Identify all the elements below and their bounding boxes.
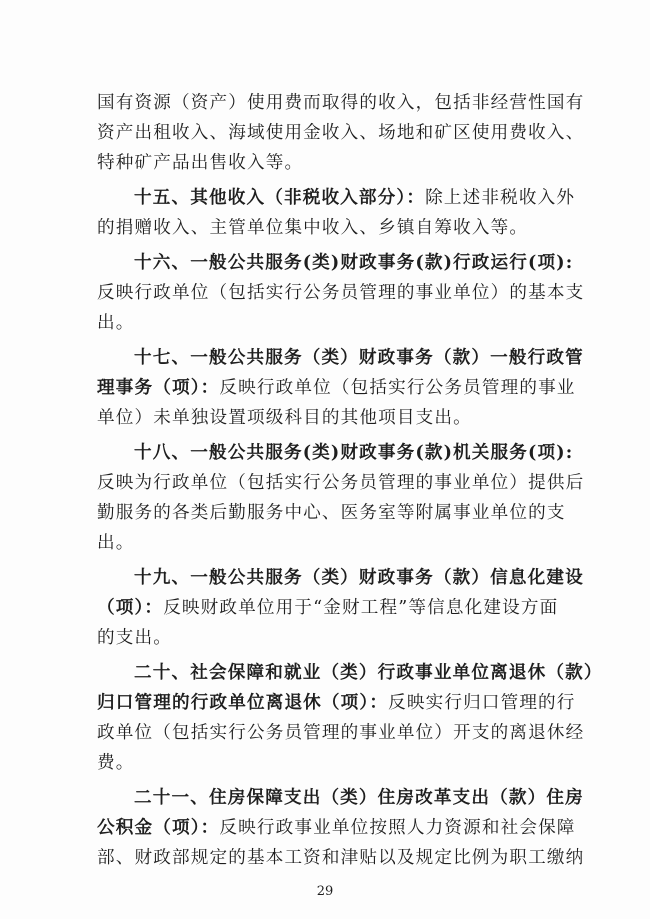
paragraph-20 [97,688,576,718]
body-text: 资产出租收入、海域使用金收入、场地和矿区使用费收入、 [97,123,585,143]
body-text: 国有资源（资产）使用费而取得的收入，包括非经营性国有 [97,93,585,113]
body-text: 勤服务的各类后勤服务中心、医务室等附属事业单位的支 [97,503,566,523]
heading-16: 十六、一般公共服务(类)财政事务(款)行政运行(项): [134,252,574,273]
body-text: 政单位（包括实行公务员管理的事业单位）开支的离退休经 [97,723,585,743]
heading-20-cont: 归口管理的行政单位离退休（项）： [97,692,389,713]
heading-19: 十九、一般公共服务（类）财政事务（款）信息化建设 [134,567,584,588]
body-text: 的支出。 [97,628,172,648]
heading-21: 二十一、住房保障支出（类）住房改革支出（款）住房 [134,787,584,808]
heading-17: 十七、一般公共服务（类）财政事务（款）一般行政管 [134,347,584,368]
body-text: 的捐赠收入、主管单位集中收入、乡镇自筹收入等。 [97,218,529,238]
body-text: 费。 [97,753,135,773]
body-text: 反映行政事业单位按照人力资源和社会保障 [219,818,576,838]
body-text: 部、财政部规定的基本工资和津贴以及规定比例为职工缴纳 [97,848,585,868]
body-text: 除上述非税收入外 [425,188,576,208]
body-text: 出。 [97,313,135,333]
paragraph-21 [97,813,576,843]
paragraph-19 [97,593,557,623]
body-text: 反映为行政单位（包括实行公务员管理的事业单位）提供后 [97,473,585,493]
body-text: 单位）未单独设置项级科目的其他项目支出。 [97,408,472,428]
heading-19-cont: （项）： [97,597,164,618]
body-text: 反映行政单位（包括实行公务员管理的事业单位）的基本支 [97,283,585,303]
heading-18: 十八、一般公共服务(类)财政事务(款)机关服务(项): [134,442,574,463]
body-text: 出。 [97,533,135,553]
page-number: 29 [316,884,334,899]
paragraph-17 [97,373,576,403]
heading-15: 十五、其他收入（非税收入部分）： [134,187,426,208]
body-text: 反映行政单位（包括实行公务员管理的事业 [219,378,576,398]
heading-20: 二十、社会保障和就业（类）行政事业单位离退休（款） [134,662,603,683]
body-text: 反映实行归口管理的行 [388,693,576,713]
paragraph-15 [134,183,576,213]
body-text: 特种矿产品出售收入等。 [97,153,304,173]
body-text: 反映财政单位用于“金财工程”等信息化建设方面 [163,598,559,618]
heading-21-cont: 公积金（项）： [97,817,220,838]
heading-17-cont: 理事务（项）： [97,377,220,398]
